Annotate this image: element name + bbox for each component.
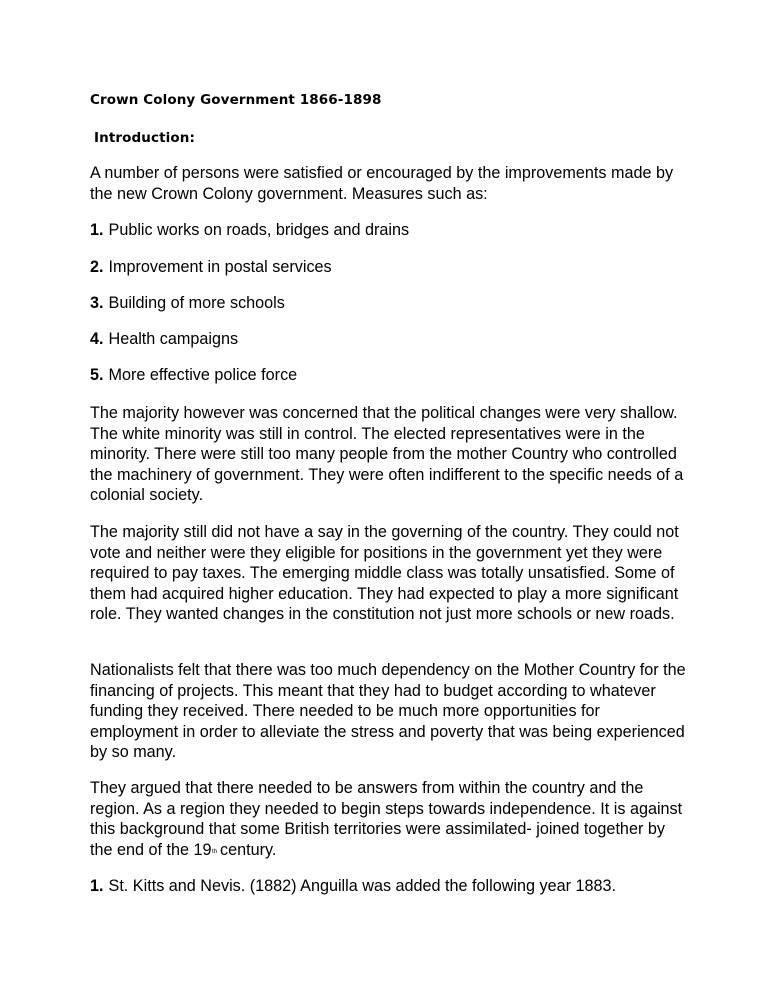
section-heading: Introduction:: [94, 130, 195, 146]
list-text: More effective police force: [108, 366, 298, 384]
paragraph-say: The majority still did not have a say in the governing of the country. They could not vote and neither were they eligible for positions in the government yet they were required to pay taxes. The emerging middle class was totally unsatisfied. Some of them had acquired higher education. They had expected to play a more significant role. They wanted changes in the constitution not just more schools or new roads.: [90, 523, 679, 623]
list-item: [90, 257, 332, 278]
list-item: [90, 876, 616, 897]
list-text: Improvement in postal services: [108, 258, 332, 276]
paragraph-argued-main: They argued that there needed to be answers from within the country and the region. As a region they needed to begin steps towards independence. It is against this background that some British territories were assimilated- joined together by the end of the 19: [90, 779, 683, 859]
paragraph-argued: [90, 778, 690, 862]
list-number: 1.: [90, 877, 104, 895]
list-item: [90, 220, 409, 241]
list-item: [90, 329, 238, 350]
list-number: 3.: [90, 294, 104, 312]
list-number: 2.: [90, 258, 104, 276]
list-text: Health campaigns: [108, 330, 239, 348]
document-title: Crown Colony Government 1866-1898: [90, 92, 382, 108]
list-number: 1.: [90, 221, 104, 239]
ordinal-superscript: th: [212, 848, 218, 855]
list-text: Public works on roads, bridges and drains: [108, 221, 410, 239]
paragraph-argued-end: century.: [220, 840, 277, 859]
paragraph-majority: The majority however was concerned that the political changes were very shallow. The white minority was still in control. The elected representatives were in the minority. There were still too many people from the mother Country who controlled the machinery of government. They were often indifferent to the specific needs of a colonial society.: [90, 404, 684, 504]
paragraph-nationalists: Nationalists felt that there was too much dependency on the Mother Country for the financing of projects. This meant that they had to budget according to whatever funding they received. There needed to be much more opportunities for employment in order to alleviate the stress and poverty that was being experienced by so many.: [90, 661, 686, 761]
list-item: [90, 293, 285, 314]
list-text: St. Kitts and Nevis. (1882) Anguilla was added the following year 1883.: [108, 877, 617, 895]
list-item: [90, 365, 297, 386]
intro-paragraph: A number of persons were satisfied or encouraged by the improvements made by the new Crown Colony government. Measures such as:: [90, 164, 674, 203]
list-number: 5.: [90, 366, 104, 384]
list-number: 4.: [90, 330, 104, 348]
list-text: Building of more schools: [108, 294, 285, 312]
